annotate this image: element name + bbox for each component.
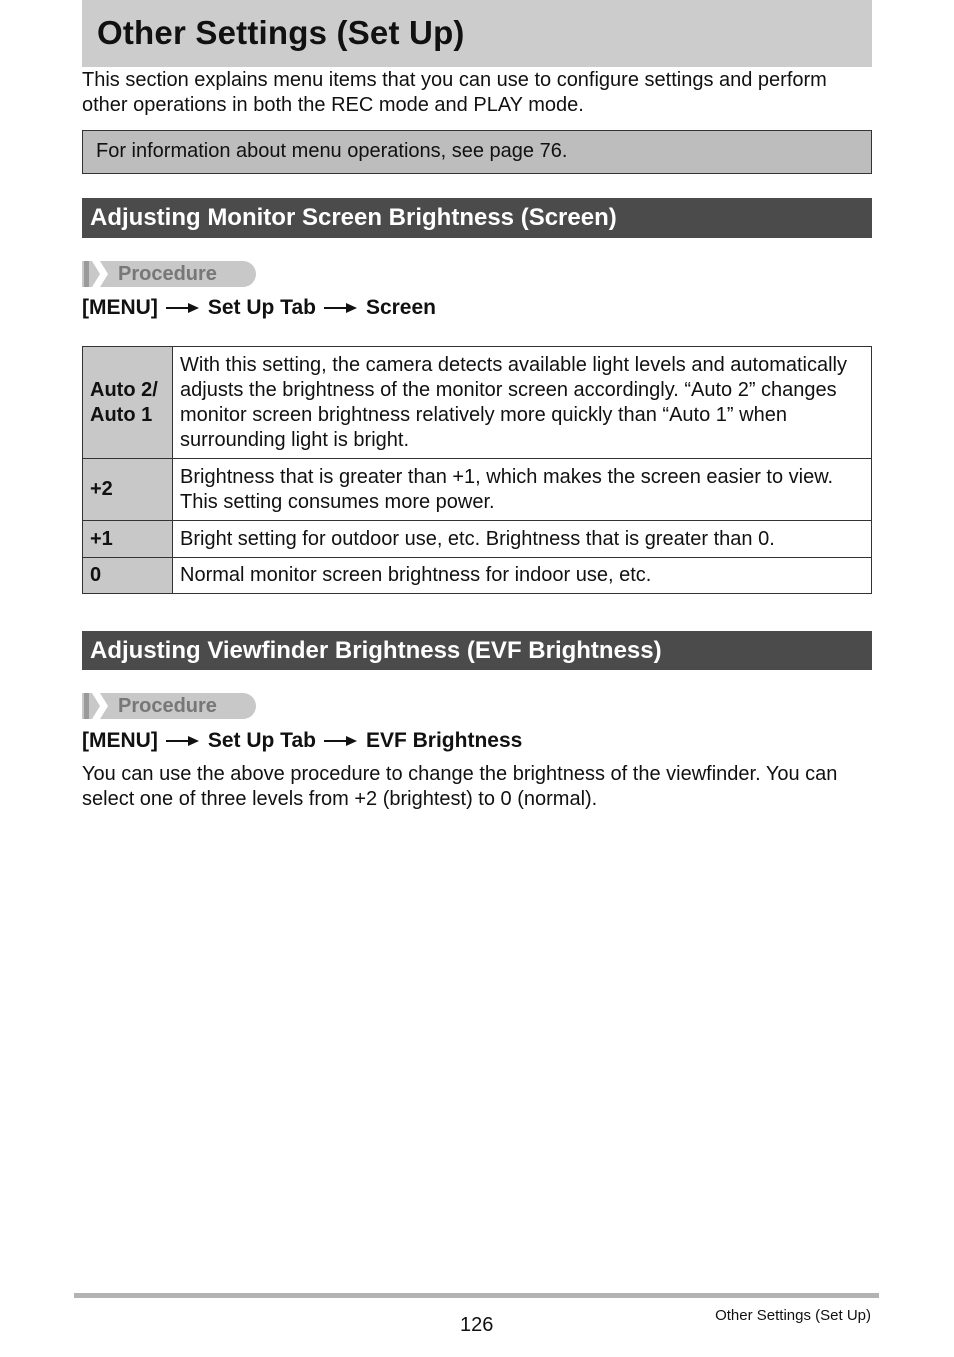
path-step: Screen bbox=[365, 296, 436, 319]
arrow-right-icon bbox=[324, 735, 358, 747]
path-step: EVF Brightness bbox=[365, 729, 523, 752]
table-row bbox=[83, 459, 872, 521]
table-row bbox=[83, 521, 872, 558]
arrow-right-icon bbox=[324, 302, 358, 314]
table-row bbox=[83, 347, 872, 459]
arrow-right-icon bbox=[166, 735, 200, 747]
intro-paragraph: This section explains menu items that you can use to configure settings and perform other operations in both the REC mode and PLAY mode. bbox=[82, 69, 827, 116]
procedure-badge bbox=[82, 693, 256, 719]
section-heading: Adjusting Viewfinder Brightness (EVF Brightness) bbox=[90, 637, 662, 664]
setting-key: +2 bbox=[83, 459, 173, 521]
page-title: Other Settings (Set Up) bbox=[97, 14, 465, 51]
setting-description: Normal monitor screen brightness for indoor use, etc. bbox=[173, 558, 872, 594]
path-step: Set Up Tab bbox=[207, 729, 316, 752]
path-step: [MENU] bbox=[82, 729, 158, 752]
path-step: Set Up Tab bbox=[207, 296, 316, 319]
menu-path bbox=[82, 296, 436, 320]
procedure-label: Procedure bbox=[118, 695, 217, 717]
footer-divider bbox=[74, 1293, 879, 1298]
setting-key-line: Auto 2/ bbox=[90, 378, 158, 401]
section-header-screen bbox=[82, 198, 872, 238]
setting-key bbox=[83, 347, 173, 459]
chevron-right-icon bbox=[84, 261, 112, 287]
page-number: 126 bbox=[460, 1314, 494, 1336]
procedure-badge bbox=[82, 261, 256, 287]
procedure-label: Procedure bbox=[118, 263, 217, 285]
setting-description: With this setting, the camera detects available light levels and automatically adjusts the brightness of the monitor screen accordingly. “Auto 2” changes monitor screen brightness relatively more quickly than “Auto 1” when surrounding light is bright. bbox=[173, 347, 872, 459]
path-step: [MENU] bbox=[82, 296, 158, 319]
section-header-evf bbox=[82, 631, 872, 670]
setting-key-line: Auto 1 bbox=[90, 403, 153, 426]
footer-section-title: Other Settings (Set Up) bbox=[715, 1307, 871, 1324]
chevron-right-icon bbox=[84, 693, 112, 719]
setting-description: Brightness that is greater than +1, which makes the screen easier to view. This setting consumes more power. bbox=[173, 459, 872, 521]
arrow-right-icon bbox=[166, 302, 200, 314]
note-text: For information about menu operations, see page 76. bbox=[96, 140, 568, 162]
setting-description: Bright setting for outdoor use, etc. Brightness that is greater than 0. bbox=[173, 521, 872, 558]
page-title-bar bbox=[82, 0, 872, 67]
setting-key: +1 bbox=[83, 521, 173, 558]
brightness-settings-table bbox=[82, 346, 872, 594]
evf-description: You can use the above procedure to change the brightness of the viewfinder. You can select one of three levels from +2 (brightest) to 0 (normal). bbox=[82, 763, 838, 810]
note-box bbox=[82, 130, 872, 174]
setting-key: 0 bbox=[83, 558, 173, 594]
menu-path bbox=[82, 729, 522, 753]
table-row bbox=[83, 558, 872, 594]
section-heading: Adjusting Monitor Screen Brightness (Screen) bbox=[90, 204, 617, 231]
